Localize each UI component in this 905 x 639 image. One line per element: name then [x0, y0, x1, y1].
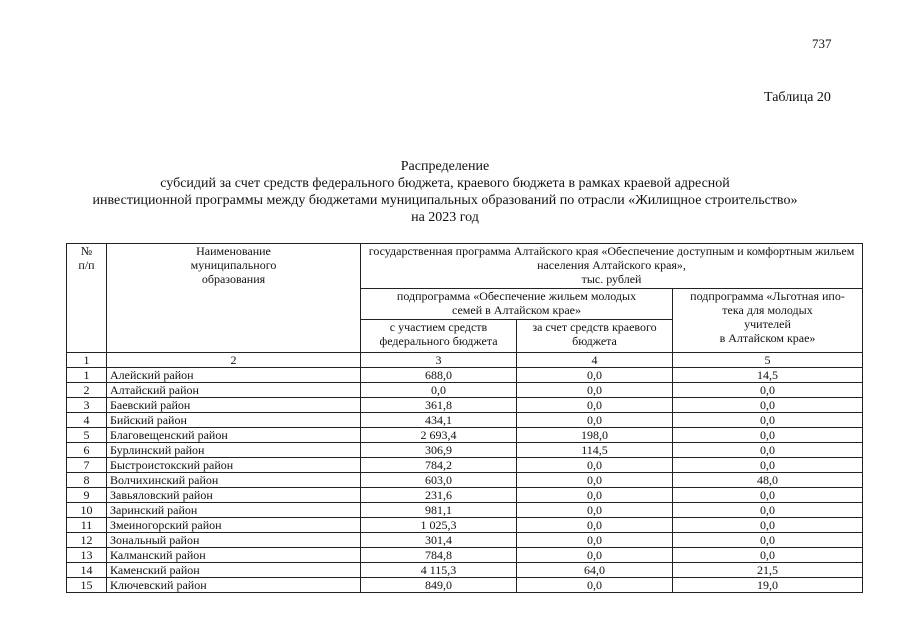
- table-row: [67, 518, 863, 533]
- municipality-name: Каменский район: [107, 563, 361, 578]
- row-number: 6: [67, 443, 107, 458]
- municipality-name: Алтайский район: [107, 383, 361, 398]
- municipality-name: Калманский район: [107, 548, 361, 563]
- row-number: 11: [67, 518, 107, 533]
- row-number: 3: [67, 398, 107, 413]
- row-number: 1: [67, 368, 107, 383]
- row-number: 12: [67, 533, 107, 548]
- teachers-mortgage-value: 0,0: [673, 518, 863, 533]
- regional-budget-value: 64,0: [517, 563, 673, 578]
- municipality-name: Бийский район: [107, 413, 361, 428]
- municipality-name: Зональный район: [107, 533, 361, 548]
- federal-budget-value: 849,0: [361, 578, 517, 593]
- federal-budget-value: 0,0: [361, 383, 517, 398]
- table-row: [67, 503, 863, 518]
- teachers-mortgage-value: 0,0: [673, 533, 863, 548]
- subsidy-table: [66, 243, 863, 593]
- table-row: [67, 413, 863, 428]
- header-subprogram-teachers-mortgage: подпрограмма «Льготная ипо- тека для молодых учителей в Алтайском крае»: [673, 289, 863, 353]
- column-number: 1: [67, 353, 107, 368]
- row-number: 2: [67, 383, 107, 398]
- header-federal-budget: с участием средств федерального бюджета: [361, 320, 517, 353]
- table-row: [67, 533, 863, 548]
- federal-budget-value: 434,1: [361, 413, 517, 428]
- table-row: [67, 578, 863, 593]
- regional-budget-value: 0,0: [517, 458, 673, 473]
- regional-budget-value: 0,0: [517, 383, 673, 398]
- federal-budget-value: 784,2: [361, 458, 517, 473]
- row-number: 8: [67, 473, 107, 488]
- row-number: 9: [67, 488, 107, 503]
- teachers-mortgage-value: 0,0: [673, 383, 863, 398]
- row-number: 13: [67, 548, 107, 563]
- teachers-mortgage-value: 0,0: [673, 443, 863, 458]
- municipality-name: Быстроистокский район: [107, 458, 361, 473]
- title-line-3: инвестиционной программы между бюджетами муниципальных образований по отрасли «Жилищное строительство»: [92, 193, 798, 208]
- regional-budget-value: 0,0: [517, 413, 673, 428]
- row-number: 5: [67, 428, 107, 443]
- municipality-name: Волчихинский район: [107, 473, 361, 488]
- regional-budget-value: 0,0: [517, 548, 673, 563]
- municipality-name: Завьяловский район: [107, 488, 361, 503]
- header-regional-budget: за счет средств краевого бюджета: [517, 320, 673, 353]
- regional-budget-value: 0,0: [517, 488, 673, 503]
- table-row: [67, 548, 863, 563]
- regional-budget-value: 0,0: [517, 473, 673, 488]
- municipality-name: Баевский район: [107, 398, 361, 413]
- teachers-mortgage-value: 0,0: [673, 488, 863, 503]
- document-title: [40, 158, 850, 226]
- teachers-mortgage-value: 19,0: [673, 578, 863, 593]
- row-number: 14: [67, 563, 107, 578]
- teachers-mortgage-value: 0,0: [673, 458, 863, 473]
- federal-budget-value: 603,0: [361, 473, 517, 488]
- federal-budget-value: 301,4: [361, 533, 517, 548]
- regional-budget-value: 114,5: [517, 443, 673, 458]
- teachers-mortgage-value: 14,5: [673, 368, 863, 383]
- municipality-name: Бурлинский район: [107, 443, 361, 458]
- teachers-mortgage-value: 0,0: [673, 503, 863, 518]
- regional-budget-value: 0,0: [517, 368, 673, 383]
- municipality-name: Алейский район: [107, 368, 361, 383]
- municipality-name: Благовещенский район: [107, 428, 361, 443]
- regional-budget-value: 0,0: [517, 398, 673, 413]
- federal-budget-value: 231,6: [361, 488, 517, 503]
- header-state-program: государственная программа Алтайского края «Обеспечение доступным и комфортным жильем населения Алтайского края», тыс. рублей: [361, 244, 863, 289]
- teachers-mortgage-value: 0,0: [673, 548, 863, 563]
- table-row: [67, 383, 863, 398]
- title-line-1: Распределение: [400, 159, 490, 174]
- row-number: 7: [67, 458, 107, 473]
- federal-budget-value: 688,0: [361, 368, 517, 383]
- federal-budget-value: 2 693,4: [361, 428, 517, 443]
- table-row: [67, 368, 863, 383]
- table-row: [67, 398, 863, 413]
- title-line-4: на 2023 год: [411, 210, 479, 225]
- column-numbers-row: [67, 353, 863, 368]
- table-row: [67, 563, 863, 578]
- municipality-name: Заринский район: [107, 503, 361, 518]
- page-number: 737: [812, 36, 832, 51]
- federal-budget-value: 1 025,3: [361, 518, 517, 533]
- teachers-mortgage-value: 21,5: [673, 563, 863, 578]
- federal-budget-value: 4 115,3: [361, 563, 517, 578]
- table-row: [67, 443, 863, 458]
- teachers-mortgage-value: 0,0: [673, 428, 863, 443]
- regional-budget-value: 0,0: [517, 518, 673, 533]
- table-row: [67, 458, 863, 473]
- column-number: 5: [673, 353, 863, 368]
- municipality-name: Змеиногорский район: [107, 518, 361, 533]
- teachers-mortgage-value: 0,0: [673, 413, 863, 428]
- regional-budget-value: 0,0: [517, 533, 673, 548]
- federal-budget-value: 306,9: [361, 443, 517, 458]
- table-row: [67, 428, 863, 443]
- federal-budget-value: 361,8: [361, 398, 517, 413]
- teachers-mortgage-value: 48,0: [673, 473, 863, 488]
- municipality-name: Ключевский район: [107, 578, 361, 593]
- row-number: 10: [67, 503, 107, 518]
- table-row: [67, 488, 863, 503]
- header-municipality-name: Наименование муниципального образования: [107, 244, 361, 353]
- row-number: 4: [67, 413, 107, 428]
- header-subprogram-young-families: подпрограмма «Обеспечение жильем молодых семей в Алтайском крае»: [361, 289, 673, 320]
- teachers-mortgage-value: 0,0: [673, 398, 863, 413]
- title-line-2: субсидий за счет средств федерального бюджета, краевого бюджета в рамках краевой адресной: [160, 176, 730, 191]
- regional-budget-value: 0,0: [517, 503, 673, 518]
- table-label: Таблица 20: [764, 90, 831, 105]
- column-number: 3: [361, 353, 517, 368]
- regional-budget-value: 0,0: [517, 578, 673, 593]
- regional-budget-value: 198,0: [517, 428, 673, 443]
- federal-budget-value: 784,8: [361, 548, 517, 563]
- column-number: 2: [107, 353, 361, 368]
- table-row: [67, 473, 863, 488]
- column-number: 4: [517, 353, 673, 368]
- header-number: № п/п: [67, 244, 107, 353]
- federal-budget-value: 981,1: [361, 503, 517, 518]
- row-number: 15: [67, 578, 107, 593]
